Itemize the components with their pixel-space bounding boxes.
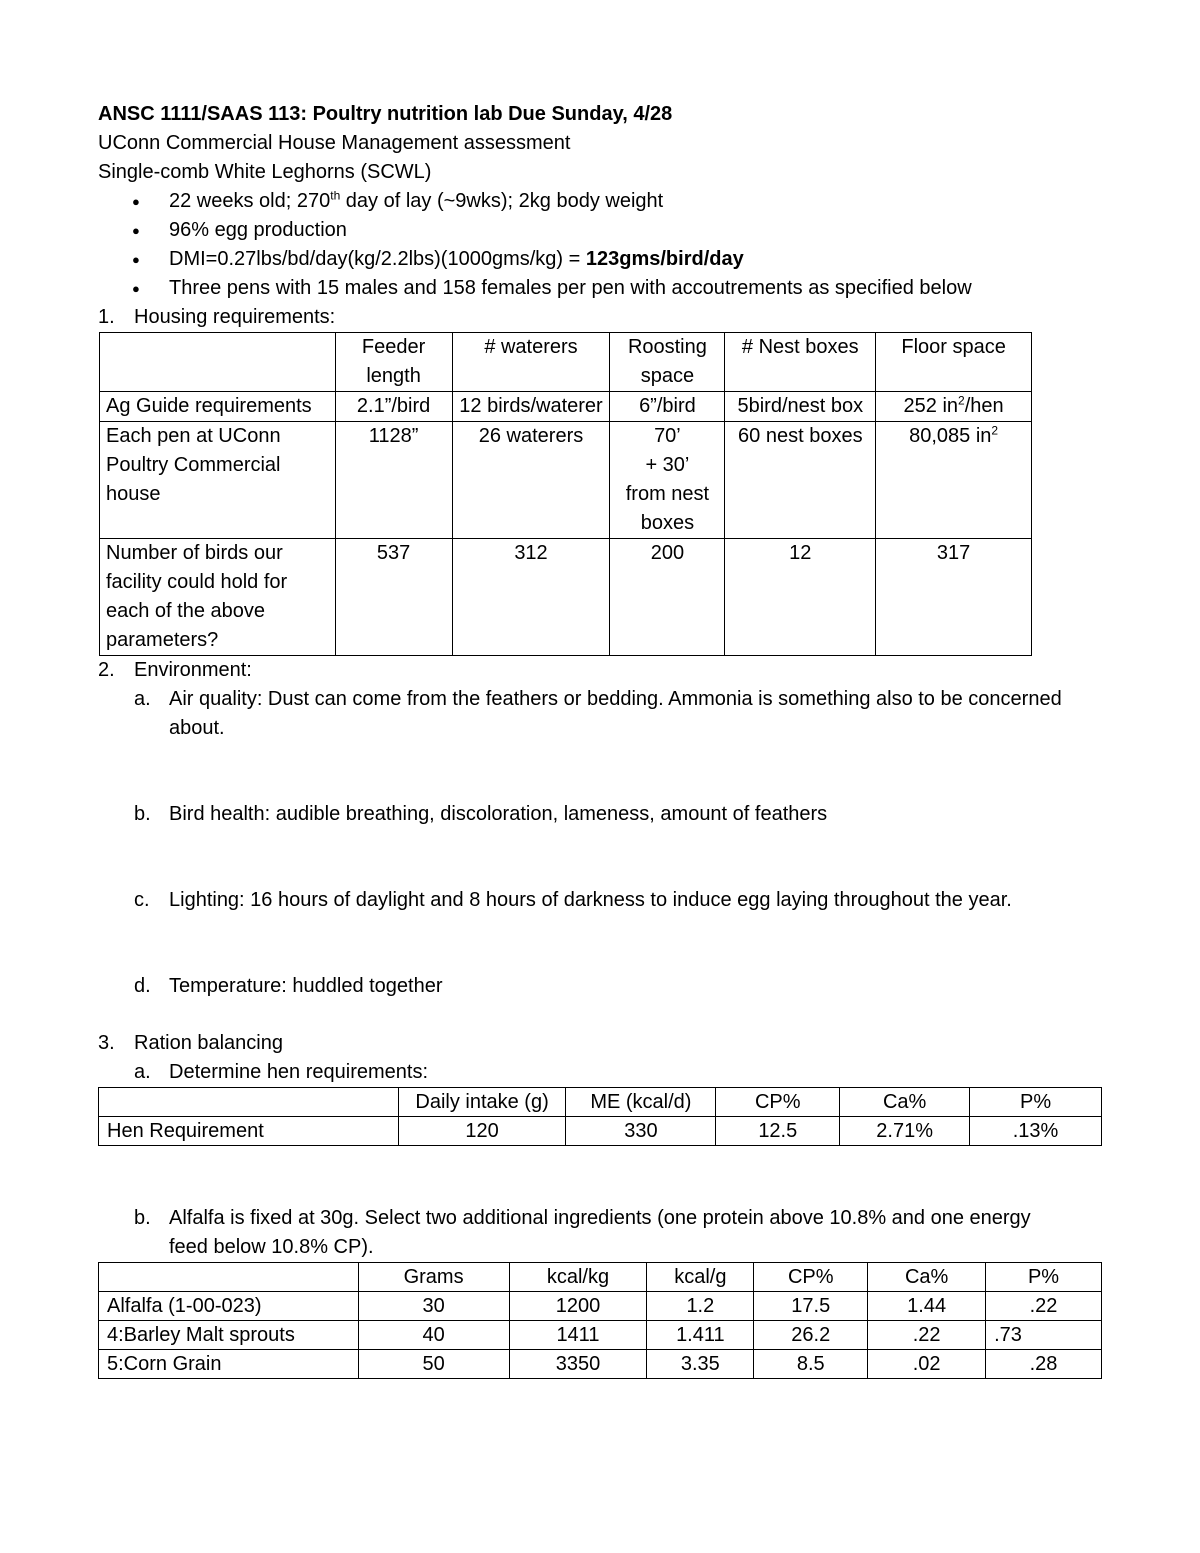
table-cell: 40 xyxy=(358,1321,509,1350)
row-label: Each pen at UConn Poultry Commercial house xyxy=(100,422,336,539)
table-cell: 6”/bird xyxy=(610,392,725,422)
table-row xyxy=(100,333,1032,392)
table-header: CP% xyxy=(716,1088,840,1117)
ration-heading: 3. Ration balancing xyxy=(98,1032,283,1054)
table-cell: 30 xyxy=(358,1292,509,1321)
table-header xyxy=(99,1263,359,1292)
table-cell: 317 xyxy=(876,539,1032,656)
table-cell: 12 birds/waterer xyxy=(452,392,610,422)
table-header: Feeder length xyxy=(335,333,452,392)
document-subtitle: UConn Commercial House Management assessment xyxy=(98,132,571,154)
table-row xyxy=(99,1321,1102,1350)
document-title: ANSC 1111/SAAS 113: Poultry nutrition lab Due Sunday, 4/28 xyxy=(98,103,673,125)
table-cell: 1.411 xyxy=(647,1321,754,1350)
table-row xyxy=(99,1117,1102,1146)
table-cell: 3.35 xyxy=(647,1350,754,1379)
table-cell: 200 xyxy=(610,539,725,656)
table-row xyxy=(99,1292,1102,1321)
table-cell: 70’ + 30’ from nest boxes xyxy=(610,422,725,539)
table-cell: 312 xyxy=(452,539,610,656)
hen-requirement-table xyxy=(98,1087,1102,1146)
document-page xyxy=(98,100,1103,1379)
table-header: Ca% xyxy=(868,1263,986,1292)
environment-item-health: b. Bird health: audible breathing, discoloration, lameness, amount of feathers xyxy=(134,803,828,825)
table-cell: 8.5 xyxy=(754,1350,868,1379)
table-cell: 26.2 xyxy=(754,1321,868,1350)
table-cell: 17.5 xyxy=(754,1292,868,1321)
table-cell: 3350 xyxy=(509,1350,647,1379)
table-header: ME (kcal/d) xyxy=(566,1088,716,1117)
table-cell: 252 $in^2$/hen xyxy=(876,392,1032,422)
table-header: # waterers xyxy=(452,333,610,392)
table-cell: 12 xyxy=(725,539,876,656)
table-cell: .28 xyxy=(986,1350,1102,1379)
environment-heading: 2. Environment: xyxy=(98,659,252,681)
table-row xyxy=(100,539,1032,656)
table-cell xyxy=(100,333,336,392)
row-label: 5:Corn Grain xyxy=(99,1350,359,1379)
table-header: P% xyxy=(970,1088,1102,1117)
table-header: # Nest boxes xyxy=(725,333,876,392)
table-cell: 26 waterers xyxy=(452,422,610,539)
table-cell: 1128” xyxy=(335,422,452,539)
row-label: 4:Barley Malt sprouts xyxy=(99,1321,359,1350)
row-label: Alfalfa (1-00-023) xyxy=(99,1292,359,1321)
table-header: Grams xyxy=(358,1263,509,1292)
list-item: ● 96% egg production xyxy=(98,216,1103,245)
table-cell: .22 xyxy=(868,1321,986,1350)
table-header: Floor space xyxy=(876,333,1032,392)
table-header: CP% xyxy=(754,1263,868,1292)
bird-facts-list xyxy=(98,187,1103,303)
housing-table xyxy=(99,332,1032,656)
ingredient-table xyxy=(98,1262,1102,1379)
table-row xyxy=(99,1350,1102,1379)
housing-heading: 1. Housing requirements: xyxy=(98,306,336,328)
table-cell: 120 xyxy=(398,1117,566,1146)
environment-item-temperature: d. Temperature: huddled together xyxy=(134,975,443,997)
table-cell: 330 xyxy=(566,1117,716,1146)
list-item: ● 22 weeks old; 270th day of lay (~9wks); 2kg body weight xyxy=(98,187,1103,216)
table-cell: 80,085 $in^2$ xyxy=(876,422,1032,539)
table-row xyxy=(100,422,1032,539)
table-header: Roosting space xyxy=(610,333,725,392)
ration-item-a: a. Determine hen requirements: xyxy=(134,1061,429,1083)
table-header: kcal/g xyxy=(647,1263,754,1292)
table-cell: 50 xyxy=(358,1350,509,1379)
table-row xyxy=(99,1088,1102,1117)
list-item: ● DMI=0.27lbs/bd/day(kg/2.2lbs)(1000gms/kg) = 123gms/bird/day xyxy=(98,245,1103,274)
list-item: ● Three pens with 15 males and 158 females per pen with accoutrements as specified below xyxy=(98,274,1103,303)
table-cell: 1411 xyxy=(509,1321,647,1350)
table-cell: 12.5 xyxy=(716,1117,840,1146)
table-cell: 60 nest boxes xyxy=(725,422,876,539)
table-header xyxy=(99,1088,399,1117)
row-label: Hen Requirement xyxy=(99,1117,399,1146)
table-cell: 537 xyxy=(335,539,452,656)
environment-item-air: a. Air quality: Dust can come from the feathers or bedding. Ammonia is something also to be concerned about. xyxy=(134,688,1062,739)
table-cell: .22 xyxy=(986,1292,1102,1321)
table-row xyxy=(99,1263,1102,1292)
ration-item-b: b. Alfalfa is fixed at 30g. Select two additional ingredients (one protein above 10.8% and one energy feed below 10.8% CP). xyxy=(134,1207,1031,1258)
row-label: Number of birds our facility could hold for each of the above parameters? xyxy=(100,539,336,656)
table-cell: 1.44 xyxy=(868,1292,986,1321)
breed-line: Single-comb White Leghorns (SCWL) xyxy=(98,161,432,183)
table-header: Ca% xyxy=(840,1088,970,1117)
table-header: kcal/kg xyxy=(509,1263,647,1292)
table-cell: 1.2 xyxy=(647,1292,754,1321)
table-header: Daily intake (g) xyxy=(398,1088,566,1117)
table-header: P% xyxy=(986,1263,1102,1292)
table-row xyxy=(100,392,1032,422)
table-cell: .13% xyxy=(970,1117,1102,1146)
environment-item-lighting: c. Lighting: 16 hours of daylight and 8 hours of darkness to induce egg laying throughout the year. xyxy=(134,889,1012,911)
table-cell: 1200 xyxy=(509,1292,647,1321)
row-label: Ag Guide requirements xyxy=(100,392,336,422)
table-cell: 2.71% xyxy=(840,1117,970,1146)
table-cell: .02 xyxy=(868,1350,986,1379)
table-cell: 2.1”/bird xyxy=(335,392,452,422)
table-cell: 5bird/nest box xyxy=(725,392,876,422)
table-cell: .73 xyxy=(986,1321,1102,1350)
